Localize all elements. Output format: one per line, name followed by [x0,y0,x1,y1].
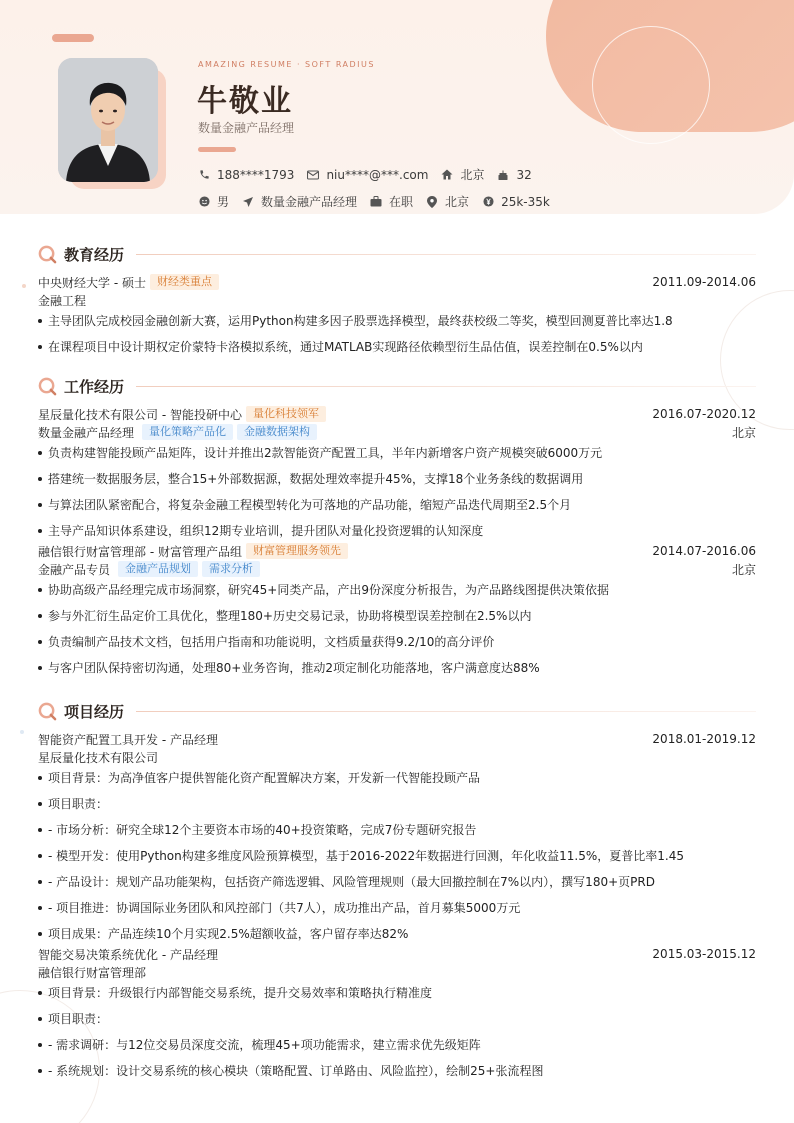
contact-row [198,166,545,183]
section-header [38,701,756,721]
send-icon [242,196,254,208]
company-tag: 财富管理服务领先 [246,543,348,559]
list-item: 项目背景：升级银行内部智能交易系统，提升交易效率和策略执行精准度 [38,984,756,1010]
work-role-line [38,560,756,578]
list-item: - 系统规划：设计交易系统的核心模块（策略配置、订单路由、风险监控），绘制25+张流程图 [38,1062,756,1088]
section-divider [136,386,756,387]
profile-row [198,193,563,210]
school-name: 中央财经大学 - 硕士 [38,275,146,290]
role-name: 金融产品专员 [38,562,111,577]
name-accent-bar [198,147,236,152]
section-search-icon [38,245,57,264]
work-entry-header [38,405,756,423]
home-info [441,166,484,183]
education-date: 2011.09-2014.06 [652,275,756,289]
list-item: 项目职责： [38,795,756,821]
city-info [426,193,469,210]
project-bullets [38,769,756,945]
project-date: 2018.01-2019.12 [652,732,756,746]
list-item: - 产品设计：规划产品功能架构，包括资产筛选逻辑、风险管理规则（最大回撤控制在7%以内），撰写180+页PRD [38,873,756,899]
project-name: 智能交易决策系统优化 - 产品经理 [38,947,218,962]
salary-icon [482,196,494,208]
projects-section [38,701,756,1088]
project-date: 2015.03-2015.12 [652,947,756,961]
role-tag: 金融数据架构 [237,424,317,440]
salary-info [482,195,550,209]
header-ring [592,26,710,144]
phone-icon [198,169,210,181]
phone-text: 188****1793 [217,167,295,182]
work-entry-header [38,542,756,560]
section-title: 工作经历 [64,377,125,396]
age-info [497,168,531,182]
section-divider [136,254,756,255]
school-tag: 财经类重点 [150,274,219,290]
resume-tagline: AMAZING RESUME · SOFT RADIUS [198,60,375,69]
work-bullets [38,444,756,542]
project-name: 智能资产配置工具开发 - 产品经理 [38,732,218,747]
work-section [38,376,756,685]
work-role-line [38,423,756,441]
section-title: 项目经历 [64,702,125,721]
gender-info [198,193,229,210]
education-bullets [38,312,756,364]
top-accent-bar [52,34,94,42]
company-name: 融信银行财富管理部 - 财富管理产品组 [38,544,242,559]
education-section [38,244,756,364]
job-title: 数量金融产品经理 [198,121,295,135]
decorative-dot [22,284,26,288]
project-org: 融信银行财富管理部 [38,965,147,980]
project-org-line [38,963,756,981]
section-search-icon [38,377,57,396]
section-title: 教育经历 [64,245,125,264]
candidate-name: 牛敬业 [197,84,293,119]
role-tag: 金融产品规划 [118,561,198,577]
work-city: 北京 [731,425,756,440]
list-item: 与客户团队保持密切沟通，处理80+业务咨询，推动2项定制化功能落地，客户满意度达88% [38,659,756,685]
list-item: 项目成果：产品连续10个月实现2.5%超额收益，客户留存率达82% [38,925,756,945]
work-bullets [38,581,756,685]
company-name: 星辰量化技术有限公司 - 智能投研中心 [38,407,242,422]
decorative-dot [20,730,24,734]
email-info [307,168,428,182]
email-text: niu****@***.com [326,167,429,182]
list-item: - 模型开发：使用Python构建多维度风险预算模型，基于2016-2022年数据进行回测，年化收益11.5%，夏普比率1.45 [38,847,756,873]
cake-icon [497,169,509,181]
list-item: 主导产品知识体系建设，组织12期专业培训，提升团队对量化投资逻辑的认知深度 [38,522,756,542]
project-org: 星辰量化技术有限公司 [38,750,159,765]
list-item: 与算法团队紧密配合，将复杂金融工程模型转化为可落地的产品功能，缩短产品迭代周期至2.5个月 [38,496,756,522]
section-header [38,376,756,396]
education-major-line [38,291,756,309]
role-name: 数量金融产品经理 [38,425,135,440]
list-item: 项目职责： [38,1010,756,1036]
project-entry-header [38,730,756,748]
age-text: 32 [516,167,532,182]
avatar-portrait [58,58,158,182]
list-item: 搭建统一数据服务层，整合15+外部数据源，数据处理效率提升45%，支撑18个业务条线的数据调用 [38,470,756,496]
status-text: 在职 [389,195,414,209]
status-info [370,193,413,210]
work-city: 北京 [731,562,756,577]
gender-icon [198,196,210,208]
work-date: 2014.07-2016.06 [652,544,756,558]
company-tag: 量化科技领军 [246,406,326,422]
work-date: 2016.07-2020.12 [652,407,756,421]
mail-icon [307,169,319,181]
project-entry-header [38,945,756,963]
list-item: 项目背景：为高净值客户提供智能化资产配置解决方案，开发新一代智能投顾产品 [38,769,756,795]
major-name: 金融工程 [38,293,87,308]
list-item: 参与外汇衍生品定价工具优化，整理180+历史交易记录，协助将模型误差控制在2.5%以内 [38,607,756,633]
education-entry-header [38,273,756,291]
home-text: 北京 [460,168,485,182]
home-icon [441,169,453,181]
gender-text: 男 [217,195,230,209]
phone-info [198,168,294,182]
target-job-text: 数量金融产品经理 [261,195,358,209]
list-item: 主导团队完成校园金融创新大赛，运用Python构建多因子股票选择模型，最终获校级二等奖，模型回测夏普比率达1.8 [38,312,756,338]
section-header [38,244,756,264]
city-text: 北京 [445,195,470,209]
list-item: - 需求调研：与12位交易员深度交流，梳理45+项功能需求，建立需求优先级矩阵 [38,1036,756,1062]
project-bullets [38,984,756,1088]
list-item: 在课程项目中设计期权定价蒙特卡洛模拟系统，通过MATLAB实现路径依赖型衍生品估值，误差控制在0.5%以内 [38,338,756,364]
section-divider [136,711,756,712]
briefcase-icon [370,196,382,208]
list-item: 协助高级产品经理完成市场洞察，研究45+同类产品，产出9份深度分析报告，为产品路线图提供决策依据 [38,581,756,607]
list-item: - 市场分析：研究全球12个主要资本市场的40+投资策略，完成7份专题研究报告 [38,821,756,847]
salary-text: 25k-35k [501,194,550,209]
list-item: 负责编制产品技术文档，包括用户指南和功能说明，文档质量获得9.2/10的高分评价 [38,633,756,659]
project-org-line [38,748,756,766]
avatar [58,58,158,182]
section-search-icon [38,702,57,721]
target-job-info [242,193,357,210]
role-tag: 量化策略产品化 [142,424,233,440]
list-item: - 项目推进：协调国际业务团队和风控部门（共7人），成功推出产品，首月募集5000万元 [38,899,756,925]
role-tag: 需求分析 [202,561,260,577]
location-icon [426,196,438,208]
list-item: 负责构建智能投顾产品矩阵，设计并推出2款智能资产配置工具，半年内新增客户资产规模突破6000万元 [38,444,756,470]
